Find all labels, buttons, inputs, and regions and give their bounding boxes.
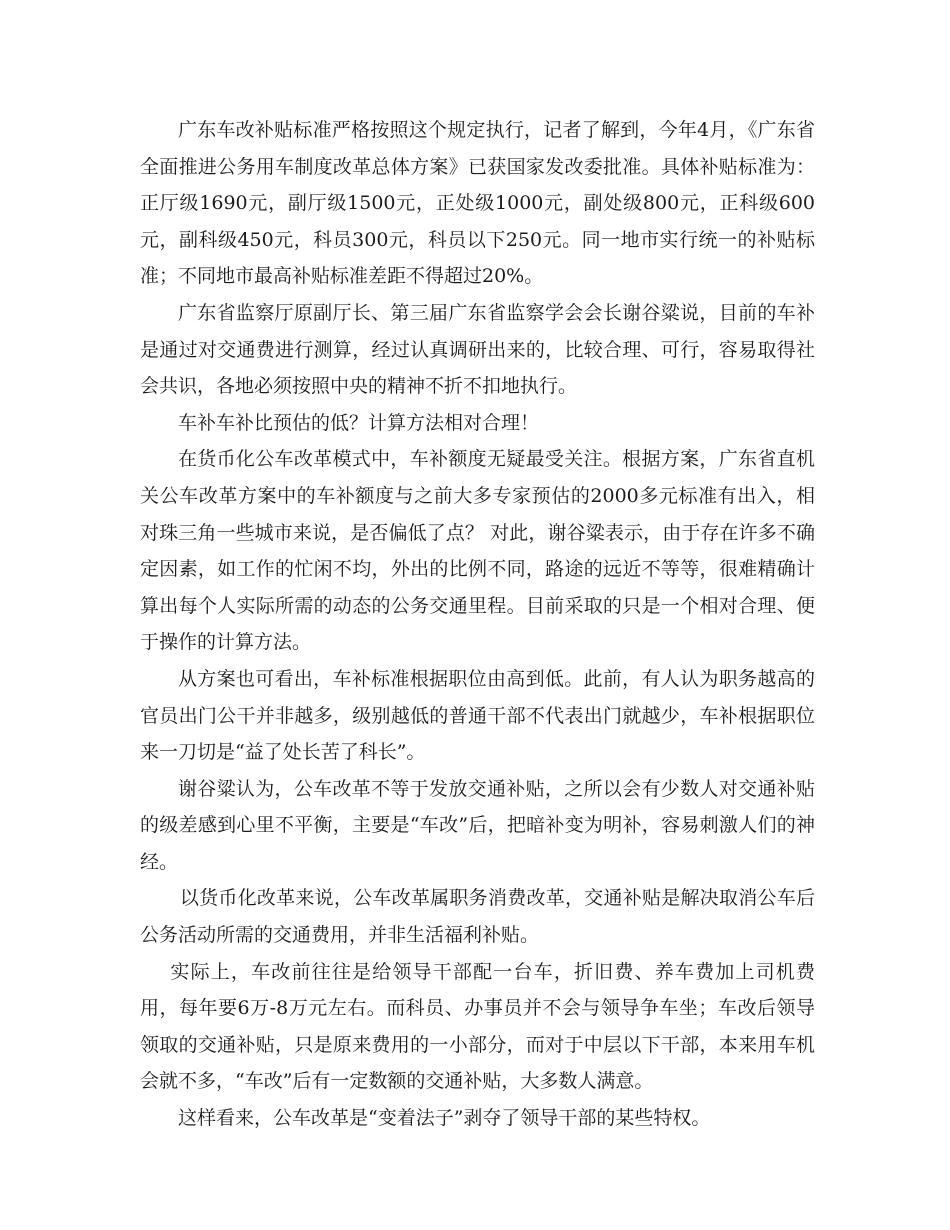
paragraph-official-comment: 广东省监察厅原副厅长、第三届广东省监察学会会长谢谷粱说，目前的车补是通过对交通费进行测算，经过认真调研出来的，比较合理、可行，容易取得社会共识，各地必须按照中央的精神不折不扣地执行。 bbox=[140, 301, 815, 398]
paragraph-conclusion: 这样看来，公车改革是“变着法子”剥夺了领导干部的某些特权。 bbox=[178, 1107, 711, 1130]
section-heading: 车补车补比预估的低？计算方法相对合理！ bbox=[178, 411, 540, 434]
paragraph-subsidy-standards: 广东车改补贴标准严格按照这个规定执行，记者了解到，今年4月，《广东省全面推进公务用车制度改革总体方案》已获国家发改委批准。具体补贴标准为：正厅级1690元，副厅级1500元，正处级1000元，副处级800元，正科级600元，副科级450元，科员300元，科员以下250元。同一地市实行统一的补贴标准；不同地市最高补贴标准差距不得超过20%。 bbox=[140, 119, 815, 288]
paragraph-reform-opinion: 谢谷粱认为，公车改革不等于发放交通补贴，之所以会有少数人对交通补贴的级差感到心里不平衡，主要是“车改”后，把暗补变为明补，容易刺激人们的神经。 bbox=[140, 777, 815, 873]
paragraph-monetization: 以货币化改革来说，公车改革属职务消费改革，交通补贴是解决取消公车后公务活动所需的交通费用，并非生活福利补贴。 bbox=[140, 887, 815, 947]
paragraph-cost-comparison: 实际上，车改前往往是给领导干部配一台车，折旧费、养车费加上司机费用，每年要6万-8万元左右。而科员、办事员并不会与领导争车坐；车改后领导领取的交通补贴，只是原来费用的一小部分，而对于中层以下干部，本来用车机会就不多，“车改”后有一定数额的交通补贴，大多数人满意。 bbox=[140, 960, 815, 1093]
article-body bbox=[140, 112, 815, 1137]
paragraph-subsidy-amount: 在货币化公车改革模式中，车补额度无疑最受关注。根据方案，广东省直机关公车改革方案中的车补额度与之前大多专家预估的2000多元标准有出入，相对珠三角一些城市来说，是否偏低了点？ 对此，谢谷粱表示，由于存在许多不确定因素，如工作的忙闲不均，外出的比例不同，路途的远近不等等，很难精确计算出每个人实际所需的动态的公务交通里程。目前采取的只是一个相对合理、便于操作的计算方法。 bbox=[140, 448, 815, 654]
paragraph-rank-based: 从方案也可看出，车补标准根据职位由高到低。此前，有人认为职务越高的官员出门公干并非越多，级别越低的普通干部不代表出门就越少，车补根据职位来一刀切是“益了处长苦了科长”。 bbox=[140, 667, 815, 764]
